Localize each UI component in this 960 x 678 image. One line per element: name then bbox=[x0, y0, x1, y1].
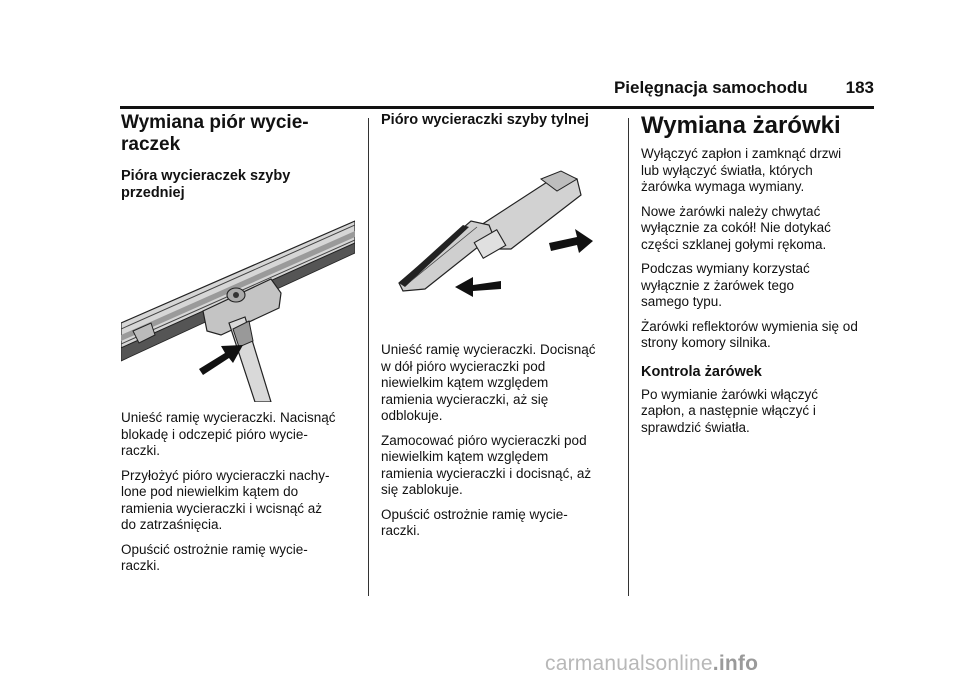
watermark bbox=[545, 652, 758, 676]
text-line: ramienia wycieraczki i wcisnąć aż bbox=[121, 500, 323, 516]
paragraph bbox=[641, 146, 881, 196]
page-header bbox=[120, 78, 874, 102]
text-line: Przyłożyć pióro wycieraczki nachy- bbox=[121, 467, 330, 483]
column-divider bbox=[368, 118, 369, 596]
text-line: części szklanej gołymi rękoma. bbox=[641, 236, 827, 252]
text-line: wyłącznie za cokół! Nie dotykać bbox=[641, 220, 831, 235]
text-line: Unieść ramię wycieraczki. Docisnąć bbox=[381, 342, 596, 357]
paragraph bbox=[641, 387, 881, 437]
text-line: do zatrzaśnięcia. bbox=[121, 517, 223, 532]
text-line: lone pod niewielkim kątem do bbox=[121, 484, 299, 499]
text-line: niewielkim kątem względem bbox=[381, 375, 549, 390]
paragraph bbox=[641, 204, 881, 254]
paragraph bbox=[381, 507, 621, 540]
text-line: ramienia wycieraczki i docisnąć, aż bbox=[381, 465, 592, 481]
text-line: Opuścić ostrożnie ramię wycie- bbox=[381, 506, 568, 522]
rear-wiper-illustration bbox=[381, 165, 615, 305]
text-line: Zamocować pióro wycieraczki pod bbox=[381, 432, 587, 448]
text-line: wyłącznie z żarówek tego bbox=[641, 277, 795, 293]
text-line: Podczas wymiany korzystać bbox=[641, 261, 810, 276]
text-line: się zablokuje. bbox=[381, 482, 463, 497]
column-divider bbox=[628, 118, 629, 596]
text-line: Po wymianie żarówki włączyć bbox=[641, 386, 819, 402]
heading-line: Wymiana piór wycie- bbox=[121, 112, 309, 133]
text-line: raczki. bbox=[121, 558, 161, 573]
text-line: samego typu. bbox=[641, 294, 723, 309]
text-line: w dół pióro wycieraczki pod bbox=[381, 358, 546, 374]
column-1-body bbox=[121, 410, 361, 583]
text-line: Opuścić ostrożnie ramię wycie- bbox=[121, 541, 308, 557]
text-line: blokadę i odczepić pióro wycie- bbox=[121, 426, 308, 442]
paragraph bbox=[121, 468, 361, 534]
column-3 bbox=[641, 112, 881, 444]
paragraph bbox=[121, 542, 361, 575]
text-line: Żarówki reflektorów wymienia się od bbox=[641, 318, 858, 334]
paragraph bbox=[381, 342, 621, 425]
text-line: sprawdzić światła. bbox=[641, 419, 750, 435]
text-line: raczki. bbox=[381, 523, 421, 538]
text-line: odblokuje. bbox=[381, 408, 443, 423]
front-wiper-illustration bbox=[121, 213, 355, 402]
paragraph bbox=[641, 319, 881, 352]
text-line: strony komory silnika. bbox=[641, 335, 771, 350]
subsection-heading: Pióro wycieraczki szyby tylnej bbox=[381, 112, 589, 128]
watermark-text: carmanualsonline bbox=[545, 652, 713, 675]
text-line: zapłon, a następnie włączyć i bbox=[641, 403, 816, 418]
paragraph bbox=[121, 410, 361, 460]
text-line: żarówka wymaga wymiany. bbox=[641, 179, 805, 194]
section-heading bbox=[121, 112, 355, 156]
paragraph bbox=[381, 433, 621, 499]
text-line: Nowe żarówki należy chwytać bbox=[641, 203, 821, 219]
section-title: Pielęgnacja samochodu bbox=[613, 78, 808, 97]
text-line: ramienia wycieraczki, aż się bbox=[381, 391, 549, 407]
column-2-body bbox=[381, 342, 621, 548]
text-line: niewielkim kątem względem bbox=[381, 449, 549, 464]
column-2-head bbox=[381, 112, 621, 129]
header-rule bbox=[120, 106, 874, 109]
text-line: raczki. bbox=[121, 443, 161, 458]
page-number: 183 bbox=[845, 78, 874, 97]
heading-line: raczek bbox=[121, 134, 181, 155]
heading-line: przedniej bbox=[121, 185, 185, 201]
section-heading: Wymiana żarówki bbox=[641, 112, 841, 139]
paragraph bbox=[641, 261, 881, 311]
subsection-heading: Kontrola żarówek bbox=[641, 363, 762, 380]
column-1 bbox=[121, 112, 355, 202]
subsection-heading bbox=[121, 168, 355, 202]
heading-line: Pióra wycieraczek szyby bbox=[121, 168, 291, 184]
text-line: Wyłączyć zapłon i zamknąć drzwi bbox=[641, 146, 842, 161]
text-line: Unieść ramię wycieraczki. Nacisnąć bbox=[121, 410, 336, 425]
watermark-suffix: .info bbox=[712, 652, 759, 675]
text-line: lub wyłączyć światła, których bbox=[641, 162, 813, 178]
